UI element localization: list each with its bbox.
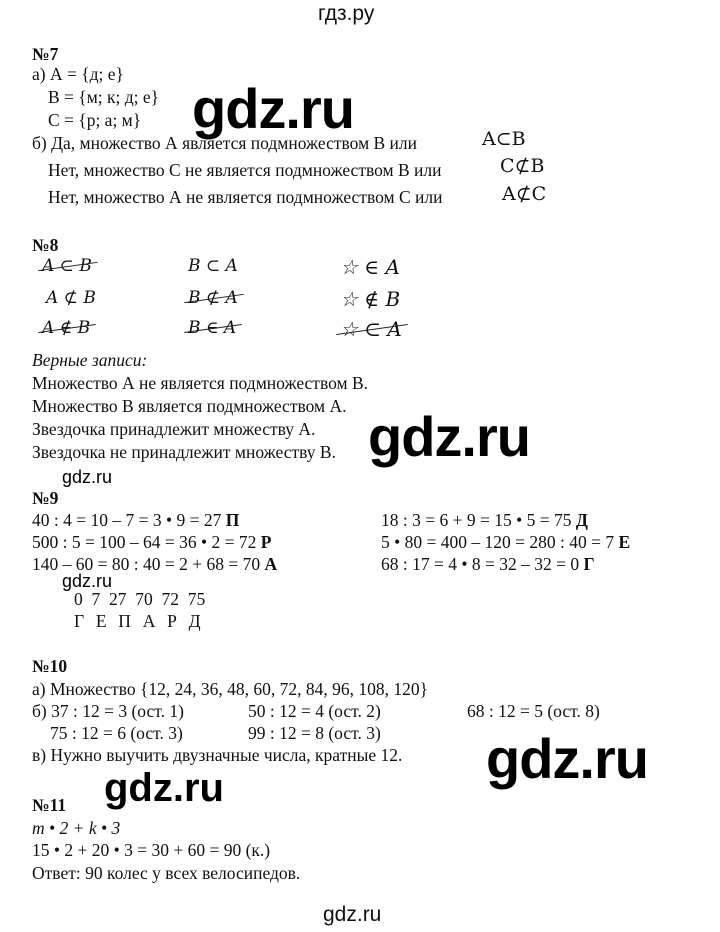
- task8-cell-r3c1: A ∉ B: [42, 318, 91, 338]
- task7-b2: Нет, множество С не является подмножеством В или: [48, 160, 442, 180]
- watermark: gdz.ru: [104, 766, 224, 810]
- task7-b3-symbol: A⊄C: [502, 183, 547, 205]
- task8-cell-r2c2: B ⊄ A: [188, 288, 238, 308]
- task8-line-2: Множество В является подмножеством А.: [32, 396, 347, 416]
- task9-numbers: 0 7 27 70 72 75: [74, 589, 206, 609]
- task9-right-2: 5 • 80 = 400 – 120 = 280 : 40 = 7 Е: [381, 532, 631, 552]
- task10-b4: 75 : 12 = 6 (ост. 3): [50, 723, 183, 743]
- watermark: gdz.ru: [486, 727, 648, 790]
- watermark: gdz.ru: [368, 405, 530, 468]
- task10-a: а) Множество {12, 24, 36, 48, 60, 72, 84, 96, 108, 120}: [32, 679, 429, 699]
- task9-word: Г Е П А Р Д: [74, 611, 202, 631]
- task11-title: №11: [32, 795, 67, 815]
- task9-right-3: 68 : 17 = 4 • 8 = 32 – 32 = 0 Г: [381, 554, 595, 574]
- task7-b2-symbol: C⊄B: [500, 155, 545, 177]
- task10-c: в) Нужно выучить двузначные числа, кратные 12.: [32, 745, 403, 765]
- task8-title: №8: [32, 235, 59, 255]
- site-header: гдз.ру: [318, 2, 375, 25]
- task9-left-1: 40 : 4 = 10 – 7 = 3 • 9 = 27 П: [32, 510, 240, 530]
- task7-b1-symbol: A⊂B: [482, 128, 526, 150]
- task11-formula: m • 2 + k • 3: [32, 818, 121, 838]
- task7-a3: С = {р; а; м}: [48, 110, 142, 130]
- task8-line-1: Множество А не является подмножеством В.: [32, 373, 368, 393]
- footer-watermark: gdz.ru: [323, 903, 382, 926]
- task7-title: №7: [32, 44, 59, 64]
- task9-right-1: 18 : 3 = 6 + 9 = 15 • 5 = 75 Д: [381, 510, 588, 530]
- task8-cell-r1c2: B ⊂ A: [188, 256, 238, 276]
- task9-left-3: 140 – 60 = 80 : 40 = 2 + 68 = 70 А: [32, 554, 278, 574]
- watermark: gdz.ru: [62, 467, 113, 487]
- watermark: gdz.ru: [62, 571, 113, 591]
- task8-cell-r1c3: ☆ ∈ A: [340, 255, 400, 279]
- task10-b1: б) 37 : 12 = 3 (ост. 1): [32, 701, 184, 721]
- task8-line-3: Звездочка принадлежит множеству А.: [32, 419, 316, 439]
- task8-line-4: Звездочка не принадлежит множеству В.: [32, 442, 336, 462]
- task7-b1: б) Да, множество А является подмножеством В или: [32, 133, 418, 153]
- task11-calc: 15 • 2 + 20 • 3 = 30 + 60 = 90 (к.): [32, 840, 271, 860]
- task7-a2: В = {м; к; д; е}: [48, 87, 160, 107]
- task8-correct-title: Верные записи:: [32, 350, 148, 370]
- task7-a1: а) А = {д; е}: [32, 64, 124, 84]
- task9-left-2: 500 : 5 = 100 – 64 = 36 • 2 = 72 Р: [32, 532, 272, 552]
- task8-cell-r3c3: ☆ ⊂ A: [340, 317, 402, 341]
- task8-cell-r3c2: B ∈ A: [188, 318, 237, 338]
- task10-title: №10: [32, 656, 68, 676]
- task10-b2: 50 : 12 = 4 (ост. 2): [248, 701, 381, 721]
- task10-b5: 99 : 12 = 8 (ост. 3): [248, 723, 381, 743]
- task7-b3: Нет, множество А не является подмножеством С или: [48, 187, 443, 207]
- task8-cell-r2c1: A ⊄ B: [46, 288, 96, 308]
- task8-cell-r1c1: A ⊂ B: [42, 256, 92, 276]
- watermark: gdz.ru: [192, 77, 354, 140]
- task9-title: №9: [32, 488, 59, 508]
- task8-cell-r2c3: ☆ ∉ B: [340, 287, 401, 311]
- task10-b3: 68 : 12 = 5 (ост. 8): [467, 701, 600, 721]
- task11-answer: Ответ: 90 колес у всех велосипедов.: [32, 863, 301, 883]
